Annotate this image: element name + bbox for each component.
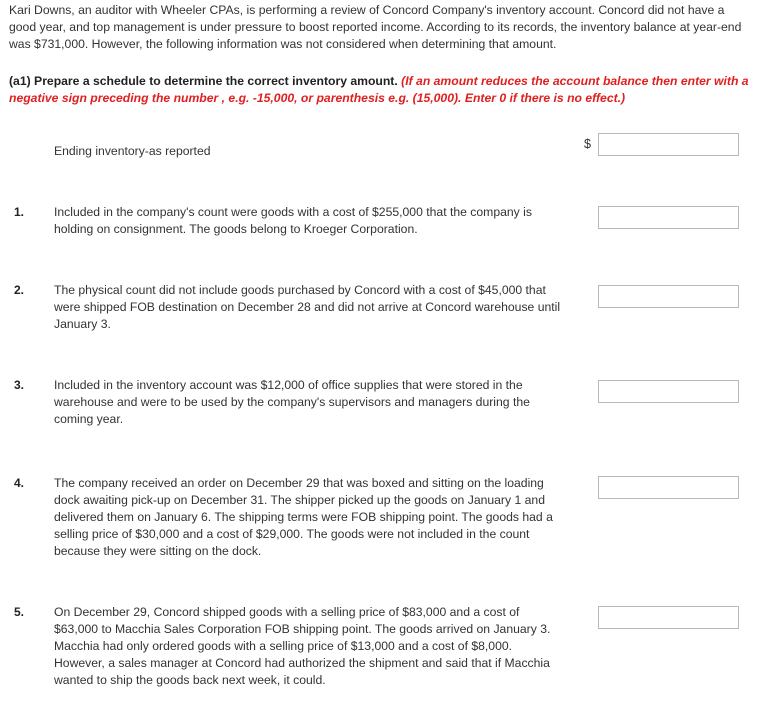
item-1-number: 1.	[14, 205, 25, 219]
item-1-input[interactable]	[598, 206, 739, 229]
ending-inventory-label: Ending inventory-as reported	[54, 144, 211, 158]
instruction-note: (If an amount reduces the account balance then enter with a negative sign preceding the number , e.g. -15,000, or parenthesis e.g. (15,000). Enter 0 if there is no effect.)	[9, 74, 749, 105]
item-5-input[interactable]	[598, 606, 739, 629]
item-2-number: 2.	[14, 283, 25, 297]
item-2-input[interactable]	[598, 285, 739, 308]
item-5-number: 5.	[14, 605, 25, 619]
ending-inventory-input[interactable]	[598, 133, 739, 156]
instruction-prefix: (a1) Prepare a schedule to determine the correct inventory amount.	[9, 74, 402, 88]
dollar-sign: $	[584, 137, 591, 151]
item-1-text: Included in the company's count were goods with a cost of $255,000 that the company is holding on consignment. The goods belong to Kroeger Corporation.	[54, 205, 532, 236]
instruction	[9, 73, 754, 107]
item-2-text: The physical count did not include goods purchased by Concord with a cost of $45,000 that were shipped FOB destination on December 28 and did not arrive at Concord warehouse until January 3.	[54, 283, 561, 331]
item-5-text: On December 29, Concord shipped goods with a selling price of $83,000 and a cost of $63,000 to Macchia Sales Corporation FOB shipping point. The goods arrived on January 3. Macchia had only ordered goods with a selling price of $13,000 and a cost of $8,000. However, a sales manager at Concord had authorized the shipment and said that if Macchia wanted to ship the goods back next week, it could.	[54, 605, 551, 687]
item-3-input[interactable]	[598, 380, 739, 403]
problem-intro: Kari Downs, an auditor with Wheeler CPAs, is performing a review of Concord Company's inventory account. Concord did not have a good year, and top management is under pressure to boost reported income. According to its records, the inventory balance at year-end was $731,000. However, the following information was not considered when determining that amount.	[9, 3, 742, 51]
item-3-text: Included in the inventory account was $12,000 of office supplies that were stored in the warehouse and were to be used by the company's supervisors and managers during the coming year.	[54, 378, 530, 426]
item-4-input[interactable]	[598, 476, 739, 499]
item-4-text: The company received an order on December 29 that was boxed and sitting on the loading dock awaiting pick-up on December 31. The shipper picked up the goods on January 1 and delivered them on January 6. The shipping terms were FOB shipping point. The goods had a selling price of $30,000 and a cost of $29,000. The goods were not included in the count because they were sitting on the dock.	[54, 476, 553, 558]
item-4-number: 4.	[14, 476, 25, 490]
item-3-number: 3.	[14, 378, 25, 392]
